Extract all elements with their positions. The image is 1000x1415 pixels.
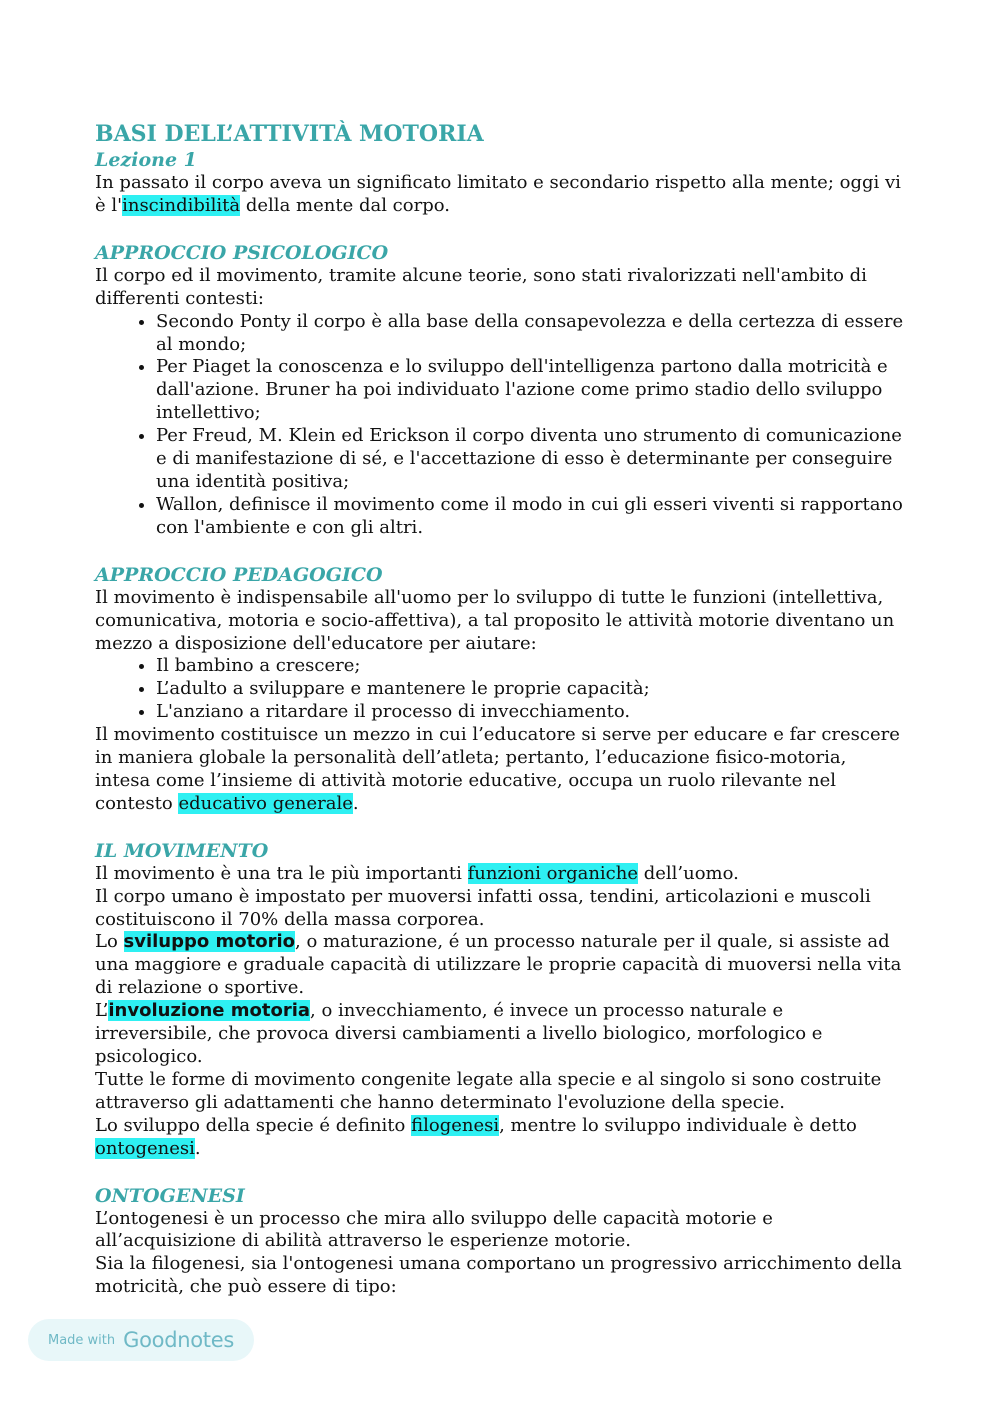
psico-list	[95, 311, 905, 540]
intro-paragraph	[95, 172, 905, 218]
highlight-inscindibilita: inscindibilità	[122, 194, 241, 216]
document-title: BASI DELL’ATTIVITÀ MOTORIA	[95, 121, 484, 147]
mov-p6-mid: , mentre lo sviluppo individuale è detto	[499, 1114, 857, 1136]
mov-p6-end: .	[194, 1137, 201, 1159]
mov-p3-text: Lo	[95, 931, 124, 953]
mov-paragraph-6	[95, 1115, 905, 1161]
highlight-educativo-generale: educativo generale	[178, 792, 353, 814]
intro-text-end: della mente dal corpo.	[240, 194, 450, 216]
highlight-ontogenesi: ontogenesi	[95, 1137, 195, 1159]
mov-paragraph-3	[95, 931, 905, 1000]
list-item: • Il bambino a crescere;	[156, 655, 905, 678]
peda-after-end: .	[352, 792, 359, 814]
peda-after-text: Il movimento costituisce un mezzo in cui l’educatore si serve per educare e far crescere in maniera globale la personalità dell’atleta; pertanto, l’educazione fisico-motoria, intesa come l’insieme di attività motorie educative, occupa un ruolo rilevante nel contesto	[95, 724, 900, 814]
intro-text: In passato il corpo aveva un significato limitato e secondario rispetto alla mente; oggi vi è l'	[95, 172, 901, 216]
highlight-filogenesi: filogenesi	[411, 1114, 500, 1136]
mov-paragraph-1	[95, 863, 905, 886]
onto-paragraph-1: L’ontogenesi è un processo che mira allo sviluppo delle capacità motorie e all’acquisizione di abilità attraverso le esperienze motorie.	[95, 1207, 773, 1252]
section-heading-pedagogico: APPROCCIO PEDAGOGICO	[95, 563, 383, 586]
badge-made-with: Made with	[47, 1332, 116, 1348]
highlight-sviluppo-motorio: sviluppo motorio	[123, 931, 296, 953]
list-item: • Per Freud, M. Klein ed Erickson il corpo diventa uno strumento di comunicazione e di manifestazione di sé, e l'accettazione di esso è determinante per conseguire una identità positiva;	[156, 425, 905, 494]
goodnotes-logo: Goodnotes	[123, 1328, 234, 1352]
list-item: • Per Piaget la conoscenza e lo sviluppo dell'intelligenza partono dalla motricità e dall'azione. Bruner ha poi individuato l'azione come primo stadio dello sviluppo intellettivo;	[156, 356, 905, 425]
section-heading-psicologico: APPROCCIO PSICOLOGICO	[95, 241, 389, 264]
mov-paragraph-4	[95, 1000, 905, 1069]
lesson-subtitle: Lezione 1	[95, 149, 197, 171]
list-item: • Secondo Ponty il corpo è alla base della consapevolezza e della certezza di essere al mondo;	[156, 311, 905, 357]
list-item: • L’adulto a sviluppare e mantenere le proprie capacità;	[156, 678, 905, 701]
section-heading-ontogenesi: ONTOGENESI	[95, 1184, 245, 1207]
mov-p4-end: , o invecchiamento, é invece un processo naturale e irreversibile, che provoca diversi cambiamenti a livello biologico, morfologico e psicologico.	[95, 1000, 823, 1067]
onto-paragraph-2: Sia la filogenesi, sia l'ontogenesi umana comportano un progressivo arricchimento della motricità, che può essere di tipo:	[95, 1253, 902, 1298]
mov-p3-end: , o maturazione, é un processo naturale per il quale, si assiste ad una maggiore e graduale capacità di utilizzare le proprie capacità di muoversi nella vita di relazione o sportive.	[95, 931, 902, 999]
mov-paragraph-2: Il corpo umano è impostato per muoversi infatti ossa, tendini, articolazioni e muscoli costituiscono il 70% della massa corporea.	[95, 885, 871, 930]
goodnotes-badge	[28, 1319, 254, 1361]
list-item: • Wallon, definisce il movimento come il modo in cui gli esseri viventi si rapportano con l'ambiente e con gli altri.	[156, 494, 905, 540]
mov-p1-end: dell’uomo.	[638, 862, 739, 884]
mov-p1-text: Il movimento è una tra le più importanti	[95, 862, 468, 884]
section-heading-movimento: IL MOVIMENTO	[95, 839, 269, 862]
highlight-funzioni-organiche: funzioni organiche	[467, 862, 638, 884]
mov-paragraph-5: Tutte le forme di movimento congenite legate alla specie e al singolo si sono costruite attraverso gli adattamenti che hanno determinato l'evoluzione della specie.	[95, 1068, 882, 1113]
peda-after-paragraph	[95, 724, 905, 816]
highlight-involuzione-motoria: involuzione motoria	[108, 1000, 311, 1022]
mov-p6-text: Lo sviluppo della specie é definito	[95, 1114, 412, 1136]
mov-p4-text: L’	[95, 1000, 109, 1022]
psico-paragraph: Il corpo ed il movimento, tramite alcune teorie, sono stati rivalorizzati nell'ambito di differenti contesti:	[95, 264, 867, 309]
list-item: • L'anziano a ritardare il processo di invecchiamento.	[156, 701, 905, 724]
peda-list	[95, 655, 905, 724]
peda-paragraph: Il movimento è indispensabile all'uomo per lo sviluppo di tutte le funzioni (intellettiva, comunicativa, motoria e socio-affettiva), a tal proposito le attività motorie diventano un mezzo a disposizione dell'educatore per aiutare:	[95, 586, 895, 654]
document-page	[95, 120, 905, 1299]
